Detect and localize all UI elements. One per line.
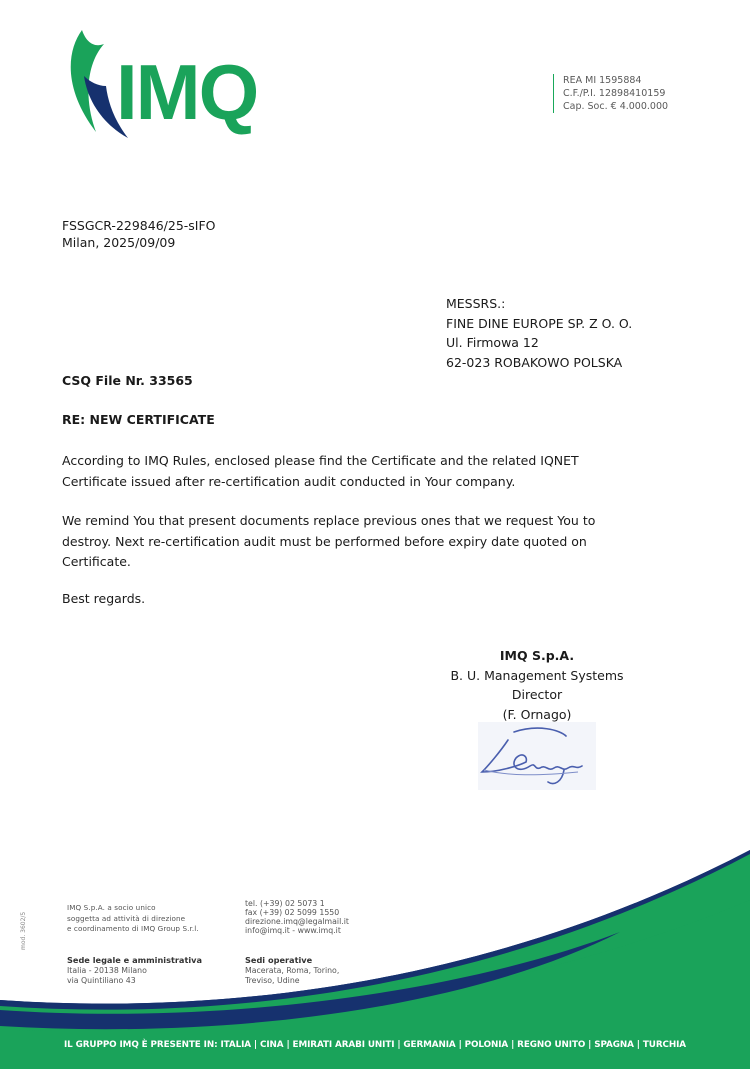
recipient-name: FINE DINE EUROPE SP. Z O. O. xyxy=(446,315,633,331)
recipient-salutation: MESSRS.: xyxy=(446,296,506,311)
body-paragraph-1: According to IMQ Rules, enclosed please find the Certificate and the related IQNET Certificate issued after re-certification audit conducted in Your company. xyxy=(62,453,579,489)
signoff-role: Director xyxy=(511,687,563,702)
file-number: CSQ File Nr. 33565 xyxy=(62,373,193,388)
signoff-company: IMQ S.p.A. xyxy=(499,648,575,663)
signoff-name: (F. Ornago) xyxy=(502,706,572,722)
contact-pec: direzione.imq@legalmail.it xyxy=(245,917,349,926)
handwritten-signature xyxy=(478,722,596,790)
legal-line-2: soggetta ad attività di direzione xyxy=(67,913,186,923)
contact-fax: fax (+39) 02 5099 1550 xyxy=(245,908,340,917)
hq-line-2: via Quintiliano 43 xyxy=(67,976,136,985)
recipient-city: 62-023 ROBAKOWO POLSKA xyxy=(446,354,623,370)
rea-number: REA MI 1595884 xyxy=(563,75,642,86)
footer-legal xyxy=(67,903,199,935)
recipient-street: Ul. Firmowa 12 xyxy=(446,335,539,350)
ops-line-2: Treviso, Udine xyxy=(245,976,300,985)
hq-line-1: Italia - 20138 Milano xyxy=(67,965,147,975)
subject-line: RE: NEW CERTIFICATE xyxy=(62,412,215,427)
footer-operations xyxy=(245,955,339,987)
recipient-address xyxy=(446,294,632,372)
footer-contacts xyxy=(245,899,349,935)
hq-heading: Sede legale e amministrativa xyxy=(67,955,203,965)
ops-heading: Sedi operative xyxy=(245,955,313,965)
legal-line-1: IMQ S.p.A. a socio unico xyxy=(67,903,156,912)
logo-text: IMQ xyxy=(116,48,258,136)
imq-logo xyxy=(64,28,284,143)
ops-line-1: Macerata, Roma, Torino, xyxy=(245,965,340,975)
signoff-block xyxy=(437,646,637,724)
contact-tel: tel. (+39) 02 5073 1 xyxy=(245,899,325,908)
place-date: Milan, 2025/09/09 xyxy=(62,235,176,250)
form-code: mod. 3602/5 xyxy=(20,911,27,950)
legal-line-3: e coordinamento di IMQ Group S.r.l. xyxy=(67,924,199,933)
signoff-unit: B. U. Management Systems xyxy=(450,667,624,683)
letter-reference xyxy=(62,217,216,251)
presence-bar: IL GRUPPO IMQ È PRESENTE IN: ITALIA | CINA | EMIRATI ARABI UNITI | GERMANIA | POLONIA | REGNO UNITO | SPAGNA | TURCHIA xyxy=(64,1040,686,1050)
body-paragraph-2: We remind You that present documents replace previous ones that we request You to destroy. Next re-certification audit must be performed before expiry date quoted on Certificate. xyxy=(62,513,596,569)
share-capital: Cap. Soc. € 4.000.000 xyxy=(563,101,669,112)
company-info xyxy=(553,74,668,113)
closing: Best regards. xyxy=(62,591,146,606)
tax-code: C.F./P.I. 12898410159 xyxy=(563,88,666,99)
footer-hq xyxy=(67,955,202,987)
reference-code: FSSGCR-229846/25-sIFO xyxy=(62,218,216,233)
contact-web: info@imq.it - www.imq.it xyxy=(245,926,341,935)
